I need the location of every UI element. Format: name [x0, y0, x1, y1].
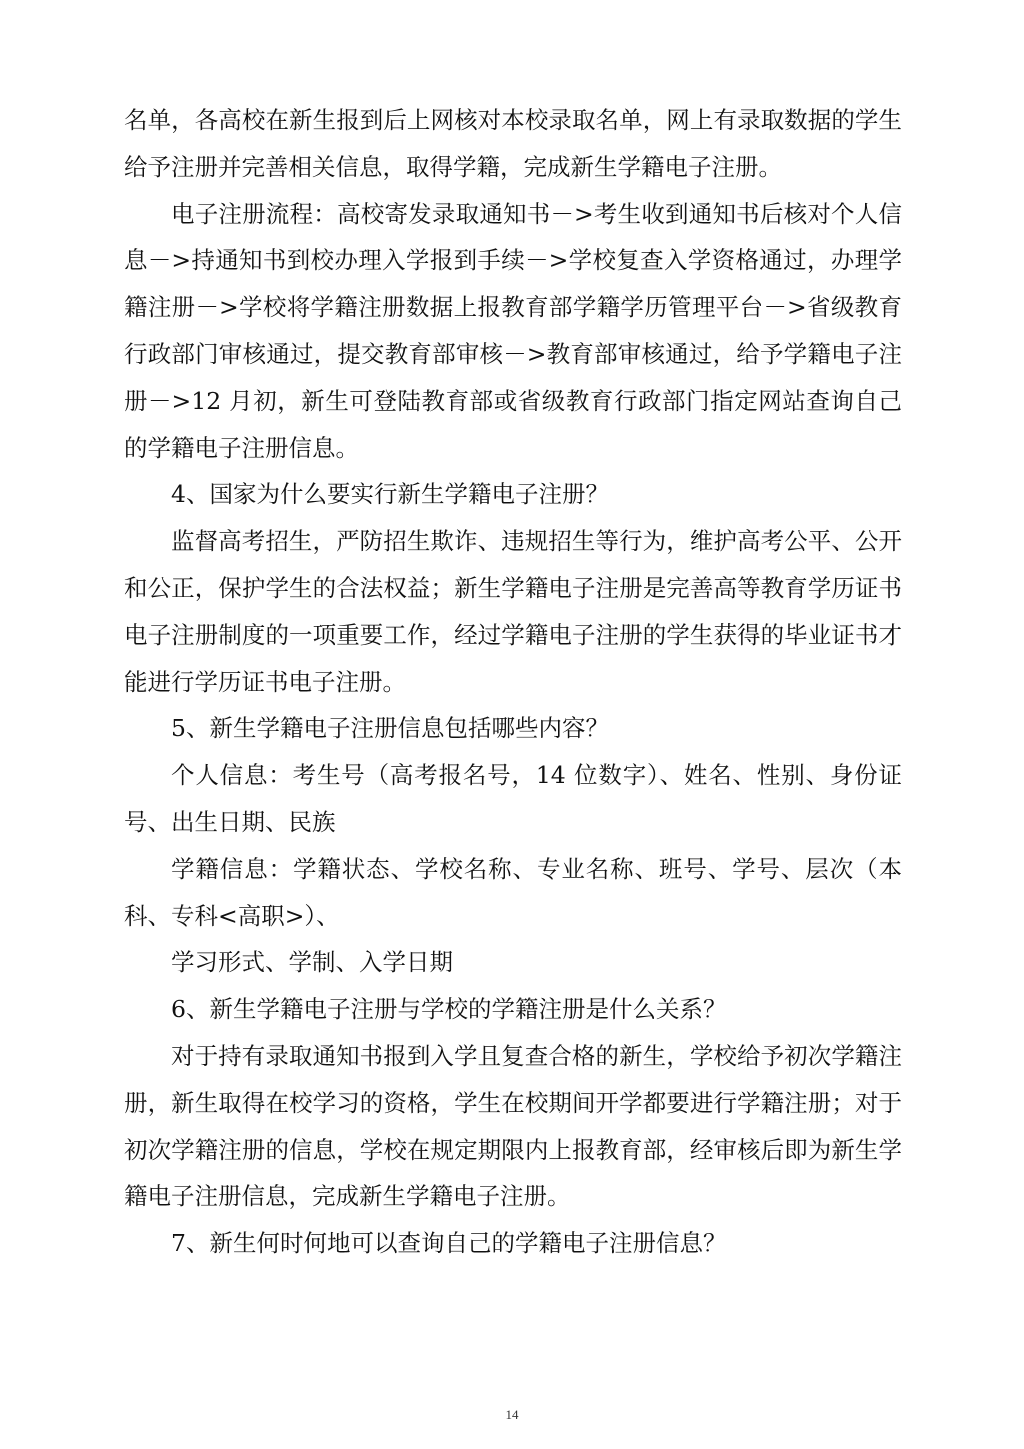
question-5-heading: 5、新生学籍电子注册信息包括哪些内容？: [171, 714, 609, 743]
question-6-heading: 6、新生学籍电子注册与学校的学籍注册是什么关系？: [171, 995, 727, 1024]
question-4-heading: 4、国家为什么要实行新生学籍电子注册？: [171, 480, 609, 509]
page-number: 14: [505, 1407, 519, 1422]
document-body: [124, 97, 902, 1267]
personal-info-paragraph: 个人信息：考生号（高考报名号，14 位数字）、姓名、性别、身份证号、出生日期、民族: [124, 761, 902, 836]
answer-6-paragraph: 对于持有录取通知书报到入学且复查合格的新生，学校给予初次学籍注册，新生取得在校学习的资格，学生在校期间开学都要进行学籍注册；对于初次学籍注册的信息，学校在规定期限内上报教育部，经审核后即为新生学籍电子注册信息，完成新生学籍电子注册。: [124, 1041, 902, 1211]
question-7-heading: 7、新生何时何地可以查询自己的学籍电子注册信息？: [171, 1229, 727, 1258]
enrollment-info-paragraph: 学籍信息：学籍状态、学校名称、专业名称、班号、学号、层次（本科、专科<高职>）、: [124, 854, 902, 930]
answer-4-paragraph: 监督高考招生，严防招生欺诈、违规招生等行为，维护高考公平、公开和公正，保护学生的合法权益；新生学籍电子注册是完善高等教育学历证书电子注册制度的一项重要工作，经过学籍电子注册的学生获得的毕业证书才能进行学历证书电子注册。: [124, 527, 902, 696]
paragraph-continued: 名单，各高校在新生报到后上网核对本校录取名单，网上有录取数据的学生给予注册并完善相关信息，取得学籍，完成新生学籍电子注册。: [124, 106, 902, 181]
paragraph-registration-process: 电子注册流程：高校寄发录取通知书－>考生收到通知书后核对个人信息－>持通知书到校办理入学报到手续－>学校复查入学资格通过，办理学籍注册－>学校将学籍注册数据上报教育部学籍学历管理平台－>省级教育行政部门审核通过，提交教育部审核－>教育部审核通过，给予学籍电子注册－>12 月初，新生可登陆教育部或省级教育行政部门指定网站查询自己的学籍电子注册信息。: [124, 199, 902, 462]
study-form-paragraph: 学习形式、学制、入学日期: [171, 948, 453, 977]
